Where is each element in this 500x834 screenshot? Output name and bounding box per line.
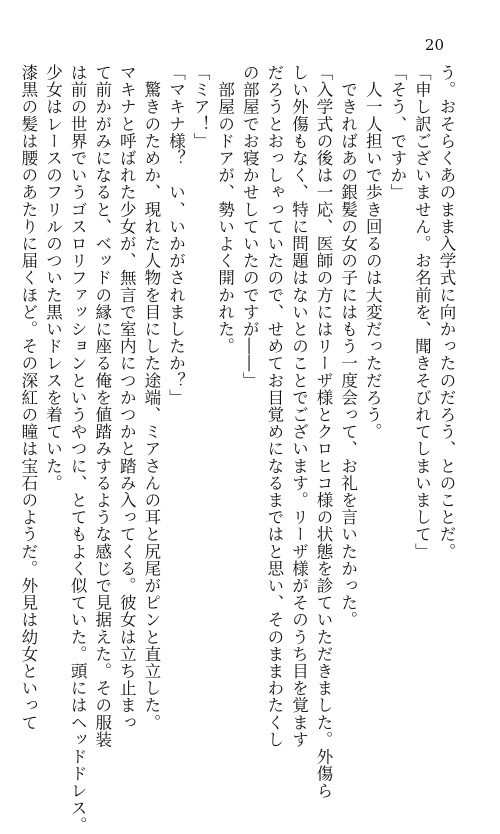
text-line: は前の世界でいうゴスロリファッションというやつに、とてもよく似ていた。頭にはヘッドドレス。 <box>68 64 88 834</box>
text-line: できればあの銀髪の女の子にはもう一度会って、お礼を言いたかった。 <box>338 64 358 629</box>
text-line: 「マキナ様？ い、いかがされましたか？」 <box>166 64 186 406</box>
text-line: マキナと呼ばれた少女が、無言で室内につかつかと踏み入ってくる。彼女は立ち止まっ <box>117 64 137 731</box>
text-line: 驚きのためか、現れた人物を目にした途端、ミアさんの耳と尻尾がピンと直立した。 <box>141 64 161 731</box>
text-line: 人一人担いで歩き回るのは大変だっただろう。 <box>363 64 383 441</box>
text-line: 部屋のドアが、勢いよく開かれた。 <box>215 64 235 355</box>
text-line: 「申し訳ございません。お名前を、聞きそびれてしまいまして」 <box>412 64 432 560</box>
page-number: 20 <box>424 36 444 54</box>
text-line: 漆黒の髪は腰のあたりに届くほど。その深紅の瞳は宝石のようだ。外見は幼女といって <box>18 64 38 731</box>
text-line: 「ミア！」 <box>191 64 211 150</box>
text-line: だろうとおっしゃっていたので、せめてお目覚めになるまではと思い、そのままわたくし <box>264 64 284 748</box>
text-line: 「そう、ですか」 <box>387 64 407 201</box>
text-line: て前かがみになると、ベッドの縁に座る俺を値踏みするような感じで見据えた。その服装 <box>92 64 112 748</box>
text-line: 少女はレースのフリルのついた黒いドレスを着ていた。 <box>43 64 63 492</box>
vertical-text-body <box>18 64 458 834</box>
text-line: の部屋でお寝かせしていたのですが――」 <box>240 64 260 389</box>
text-line: 「入学式の後は一応、医師の方にはリーザ様とクロヒコ様の状態を診ていただきました。外傷ら <box>314 64 334 800</box>
text-line: しい外傷もなく、特に問題はないとのことでございます。リーザ様がそのうち目を覚ます <box>289 64 309 748</box>
text-line: う。おそらくあのまま入学式に向かったのだろう、とのことだ。 <box>437 64 456 560</box>
